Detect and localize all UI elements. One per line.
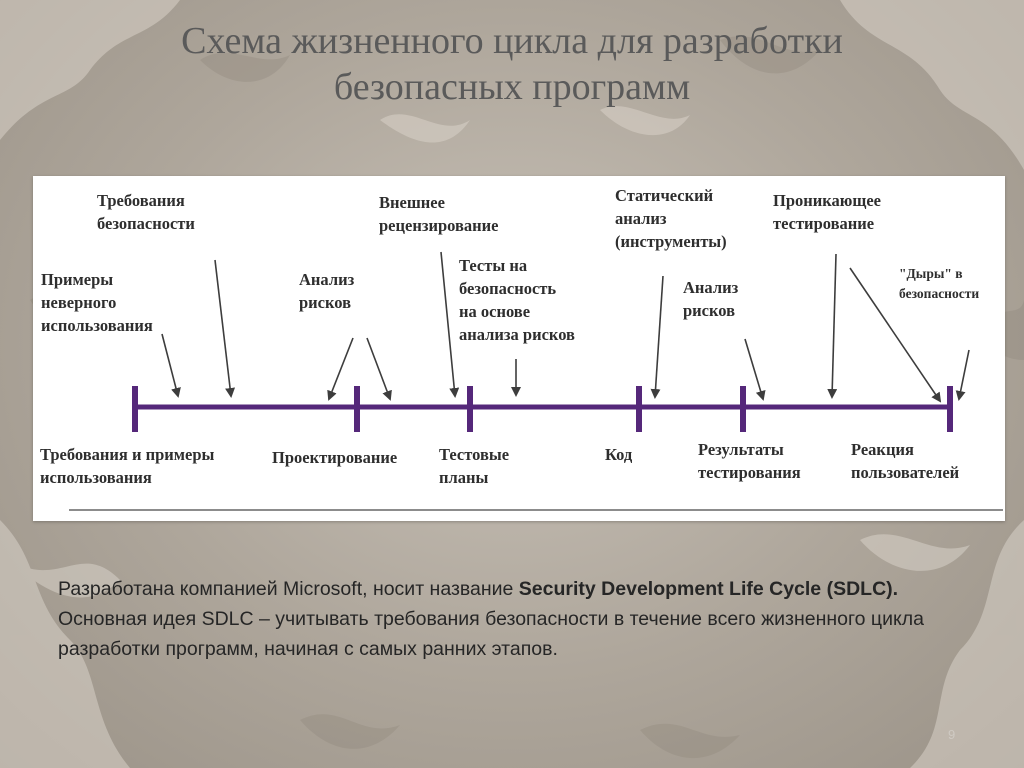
arrow (162, 334, 178, 396)
arrow (655, 276, 663, 397)
phase-label-requirements: Требования и примеры использования (40, 445, 215, 487)
activity-label-security-requirements: Требования безопасности (97, 191, 195, 233)
phase-label-field-feedback: Реакция пользователей (851, 440, 960, 482)
page-number: 9 (948, 727, 956, 742)
phase-label-design: Проектирование (272, 448, 398, 467)
sdlc-diagram (33, 176, 1005, 521)
slide-body (58, 574, 958, 664)
arrow (441, 252, 455, 396)
body-para1-text: Разработана компанией Microsoft, носит название (58, 578, 519, 600)
arrow (329, 338, 353, 399)
body-para2-text: Основная идея SDLC – учитывать требования безопасности в течение всего жизненного цикла разработки программ, начиная с самых ранних этапов. (58, 608, 924, 660)
activity-label-security-breaks: "Дыры" в безопасности (899, 266, 980, 301)
activity-label-risk-analysis-2: Анализ рисков (683, 278, 739, 320)
arrow (215, 260, 231, 396)
activity-label-misuse-cases: Примеры неверного использования (41, 270, 153, 335)
phase-label-test-plans: Тестовые планы (439, 445, 510, 487)
phase-label-test-results: Результаты тестирования (698, 440, 801, 482)
slide-title (60, 18, 964, 110)
arrow (832, 254, 836, 397)
body-para1-bold: Security Development Life Cycle (SDLC). (518, 578, 899, 600)
title-line-1: Схема жизненного цикла для разработки (181, 20, 843, 62)
activity-label-external-review: Внешнее рецензирование (379, 193, 499, 235)
activity-label-risk-analysis-1: Анализ рисков (299, 270, 355, 312)
activity-label-penetration-testing: Проникающее тестирование (773, 191, 881, 233)
arrow (367, 338, 390, 399)
arrow (959, 350, 969, 399)
arrow (745, 339, 763, 399)
activity-label-risk-based-security-tests: Тесты на безопасность на основе анализа рисков (459, 256, 575, 344)
activity-label-static-analysis: Статический анализ (инструменты) (615, 186, 727, 251)
title-line-2: безопасных программ (333, 66, 691, 108)
phase-label-code: Код (605, 445, 633, 464)
